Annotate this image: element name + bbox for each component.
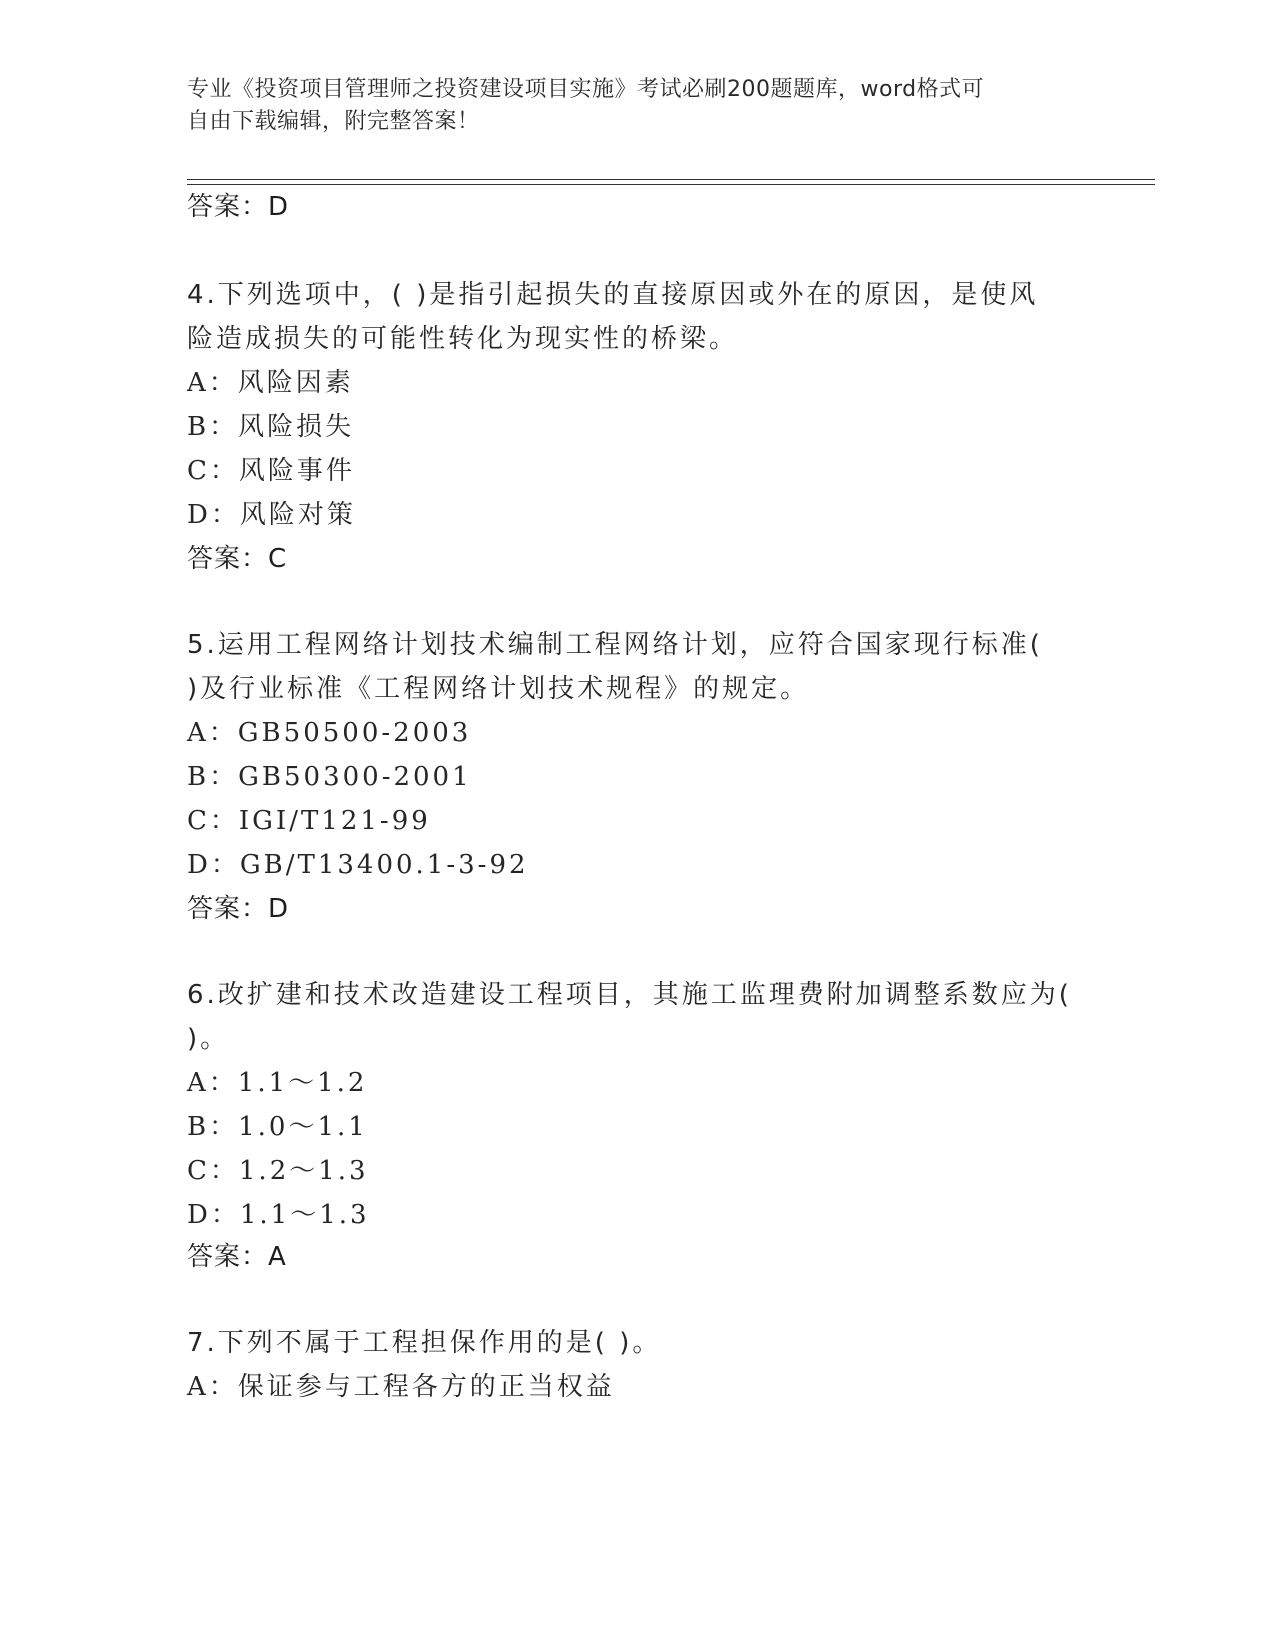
answer-q6: 答案：A bbox=[187, 1242, 287, 1272]
question-6-option-c: C：1.2～1.3 bbox=[187, 1156, 369, 1186]
document-header bbox=[187, 74, 1087, 138]
header-divider-top bbox=[187, 179, 1155, 180]
question-6-option-d: D：1.1～1.3 bbox=[187, 1200, 370, 1230]
answer-q3: 答案：D bbox=[187, 192, 290, 222]
header-line-2: 自由下载编辑，附完整答案！ bbox=[187, 109, 480, 134]
question-4-option-d: D：风险对策 bbox=[187, 500, 356, 530]
question-5-text-line-1: 5.运用工程网络计划技术编制工程网络计划，应符合国家现行标准( bbox=[187, 630, 1043, 660]
question-6-option-a: A：1.1～1.2 bbox=[187, 1068, 368, 1098]
question-6-text-line-2: )。 bbox=[187, 1024, 230, 1054]
answer-q5: 答案：D bbox=[187, 894, 290, 924]
question-4-text-line-1: 4.下列选项中，( )是指引起损失的直接原因或外在的原因，是使风 bbox=[187, 280, 1039, 310]
question-5-option-d: D：GB/T13400.1-3-92 bbox=[187, 850, 529, 880]
question-4-option-c: C：风险事件 bbox=[187, 456, 355, 486]
question-6-option-b: B：1.0～1.1 bbox=[187, 1112, 368, 1142]
header-divider-bottom bbox=[187, 184, 1155, 185]
answer-q4: 答案：C bbox=[187, 544, 288, 574]
question-5-option-a: A：GB50500-2003 bbox=[187, 718, 472, 748]
question-5-text-line-2: )及行业标准《工程网络计划技术规程》的规定。 bbox=[187, 674, 810, 704]
question-6-text-line-1: 6.改扩建和技术改造建设工程项目，其施工监理费附加调整系数应为( bbox=[187, 980, 1072, 1010]
question-7-option-a: A：保证参与工程各方的正当权益 bbox=[187, 1372, 615, 1402]
question-4-text-line-2: 险造成损失的可能性转化为现实性的桥梁。 bbox=[187, 324, 739, 354]
question-7-text-line-1: 7.下列不属于工程担保作用的是( )。 bbox=[187, 1328, 662, 1358]
question-4-option-b: B：风险损失 bbox=[187, 412, 355, 442]
question-5-option-c: C：IGI/T121-99 bbox=[187, 806, 431, 836]
question-4-option-a: A：风险因素 bbox=[187, 368, 354, 398]
question-5-option-b: B：GB50300-2001 bbox=[187, 762, 472, 792]
header-line-1: 专业《投资项目管理师之投资建设项目实施》考试必刷200题题库，word格式可 bbox=[187, 77, 985, 102]
